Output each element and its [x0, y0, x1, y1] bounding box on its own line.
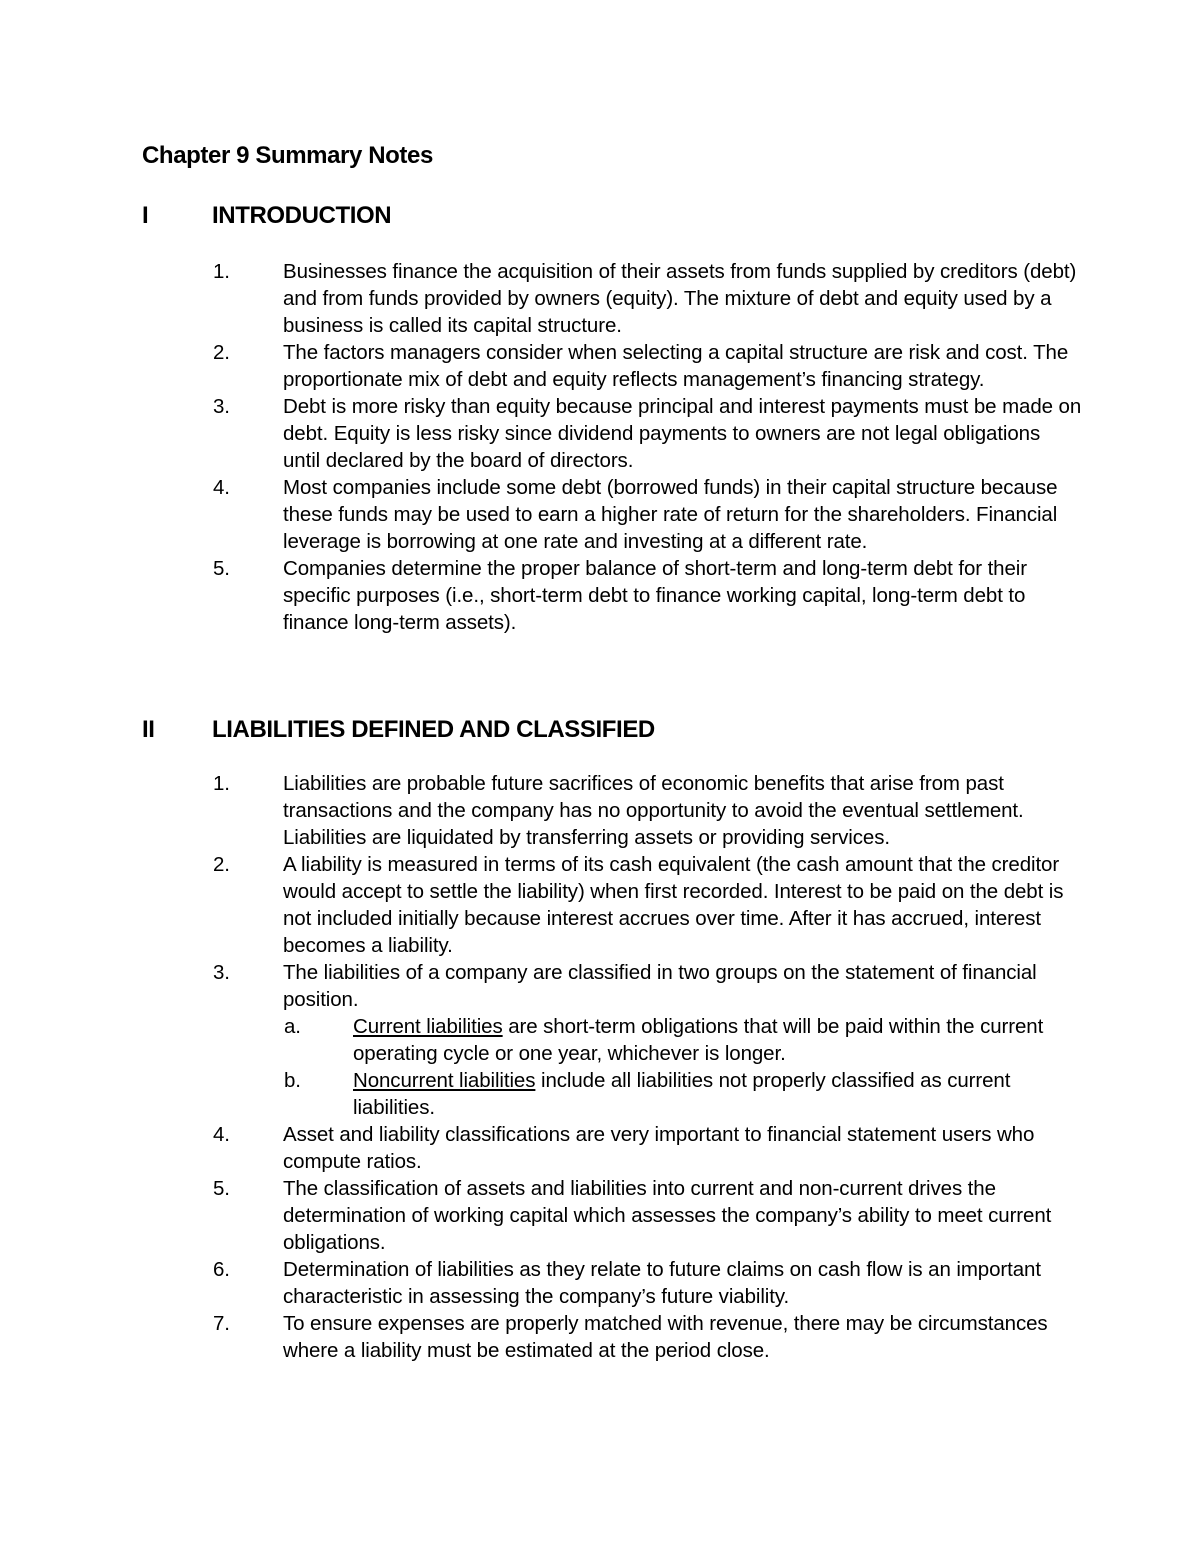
sublist-item-text: include all liabilities not properly classified as current liabilities.: [353, 1069, 1011, 1119]
list-item-text: Determination of liabilities as they relate to future claims on cash flow is an important characteristic in assessing the company’s future viability.: [283, 1258, 1041, 1308]
list-item: [142, 555, 1082, 636]
section-title: LIABILITIES DEFINED AND CLASSIFIED: [212, 716, 655, 743]
sublist-marker: a.: [284, 1015, 301, 1038]
sublist-item: [283, 1013, 1082, 1067]
list-item: [142, 1121, 1082, 1175]
list-marker: 1.: [213, 772, 230, 795]
list-item: [142, 339, 1082, 393]
list-item-text: Asset and liability classifications are very important to financial statement users who compute ratios.: [283, 1123, 1035, 1173]
list-marker: 3.: [213, 395, 230, 418]
list-item-text: Debt is more risky than equity because principal and interest payments must be made on debt. Equity is less risky since dividend payments to owners are not legal obligations until declared by the board of directors.: [283, 395, 1082, 472]
list-marker: 6.: [213, 1258, 230, 1281]
list-item: [142, 770, 1082, 851]
list-marker: 1.: [213, 260, 230, 283]
list-marker: 5.: [213, 1177, 230, 1200]
list-marker: 5.: [213, 557, 230, 580]
defined-term: Noncurrent liabilities: [353, 1069, 536, 1092]
sublist-marker: b.: [284, 1069, 301, 1092]
list-item: [142, 851, 1082, 959]
section-title: INTRODUCTION: [212, 202, 392, 229]
sublist-item: [283, 1067, 1082, 1121]
list-marker: 4.: [213, 476, 230, 499]
list-item: [142, 474, 1082, 555]
list-marker: 3.: [213, 961, 230, 984]
list-item-text: The factors managers consider when selecting a capital structure are risk and cost. The proportionate mix of debt and equity reflects management’s financing strategy.: [283, 341, 1069, 391]
list-item: [142, 1256, 1082, 1310]
sublist-item-text: are short-term obligations that will be paid within the current operating cycle or one year, whichever is longer.: [353, 1015, 1044, 1065]
section-number: I: [142, 202, 149, 229]
list-item: [142, 393, 1082, 474]
defined-term: Current liabilities: [353, 1015, 503, 1038]
list-item-text: Companies determine the proper balance of short-term and long-term debt for their specific purposes (i.e., short-term debt to finance working capital, long-term debt to finance long-term assets).: [283, 557, 1027, 634]
list-item: [142, 1310, 1082, 1364]
list-marker: 7.: [213, 1312, 230, 1335]
section-number: II: [142, 716, 155, 743]
list-item-text: Businesses finance the acquisition of their assets from funds supplied by creditors (debt) and from funds provided by owners (equity). The mixture of debt and equity used by a business is called its capital structure.: [283, 260, 1077, 337]
introduction-list: [142, 258, 1082, 636]
list-item-text: Liabilities are probable future sacrifices of economic benefits that arise from past transactions and the company has no opportunity to avoid the eventual settlement. Liabilities are liquidated by transferring assets or providing services.: [283, 772, 1024, 849]
list-item-text: The classification of assets and liabilities into current and non-current drives the determination of working capital which assesses the company’s ability to meet current obligations.: [283, 1177, 1052, 1254]
liabilities-list: [142, 770, 1082, 1364]
list-marker: 2.: [213, 853, 230, 876]
list-item: [142, 258, 1082, 339]
list-item-text: The liabilities of a company are classified in two groups on the statement of financial position.: [283, 961, 1037, 1011]
document-title: Chapter 9 Summary Notes: [142, 142, 433, 169]
list-marker: 4.: [213, 1123, 230, 1146]
list-item-text: To ensure expenses are properly matched with revenue, there may be circumstances where a liability must be estimated at the period close.: [283, 1312, 1048, 1362]
list-item-text: Most companies include some debt (borrowed funds) in their capital structure because these funds may be used to earn a higher rate of return for the shareholders. Financial leverage is borrowing at one rate and investing at a different rate.: [283, 476, 1058, 553]
classification-sublist: [283, 1013, 1082, 1121]
list-item: [142, 1175, 1082, 1256]
list-item-text: A liability is measured in terms of its cash equivalent (the cash amount that the creditor would accept to settle the liability) when first recorded. Interest to be paid on the debt is not included initially because interest accrues over time. After it has accrued, interest becomes a liability.: [283, 853, 1064, 957]
list-marker: 2.: [213, 341, 230, 364]
list-item: [142, 959, 1082, 1121]
